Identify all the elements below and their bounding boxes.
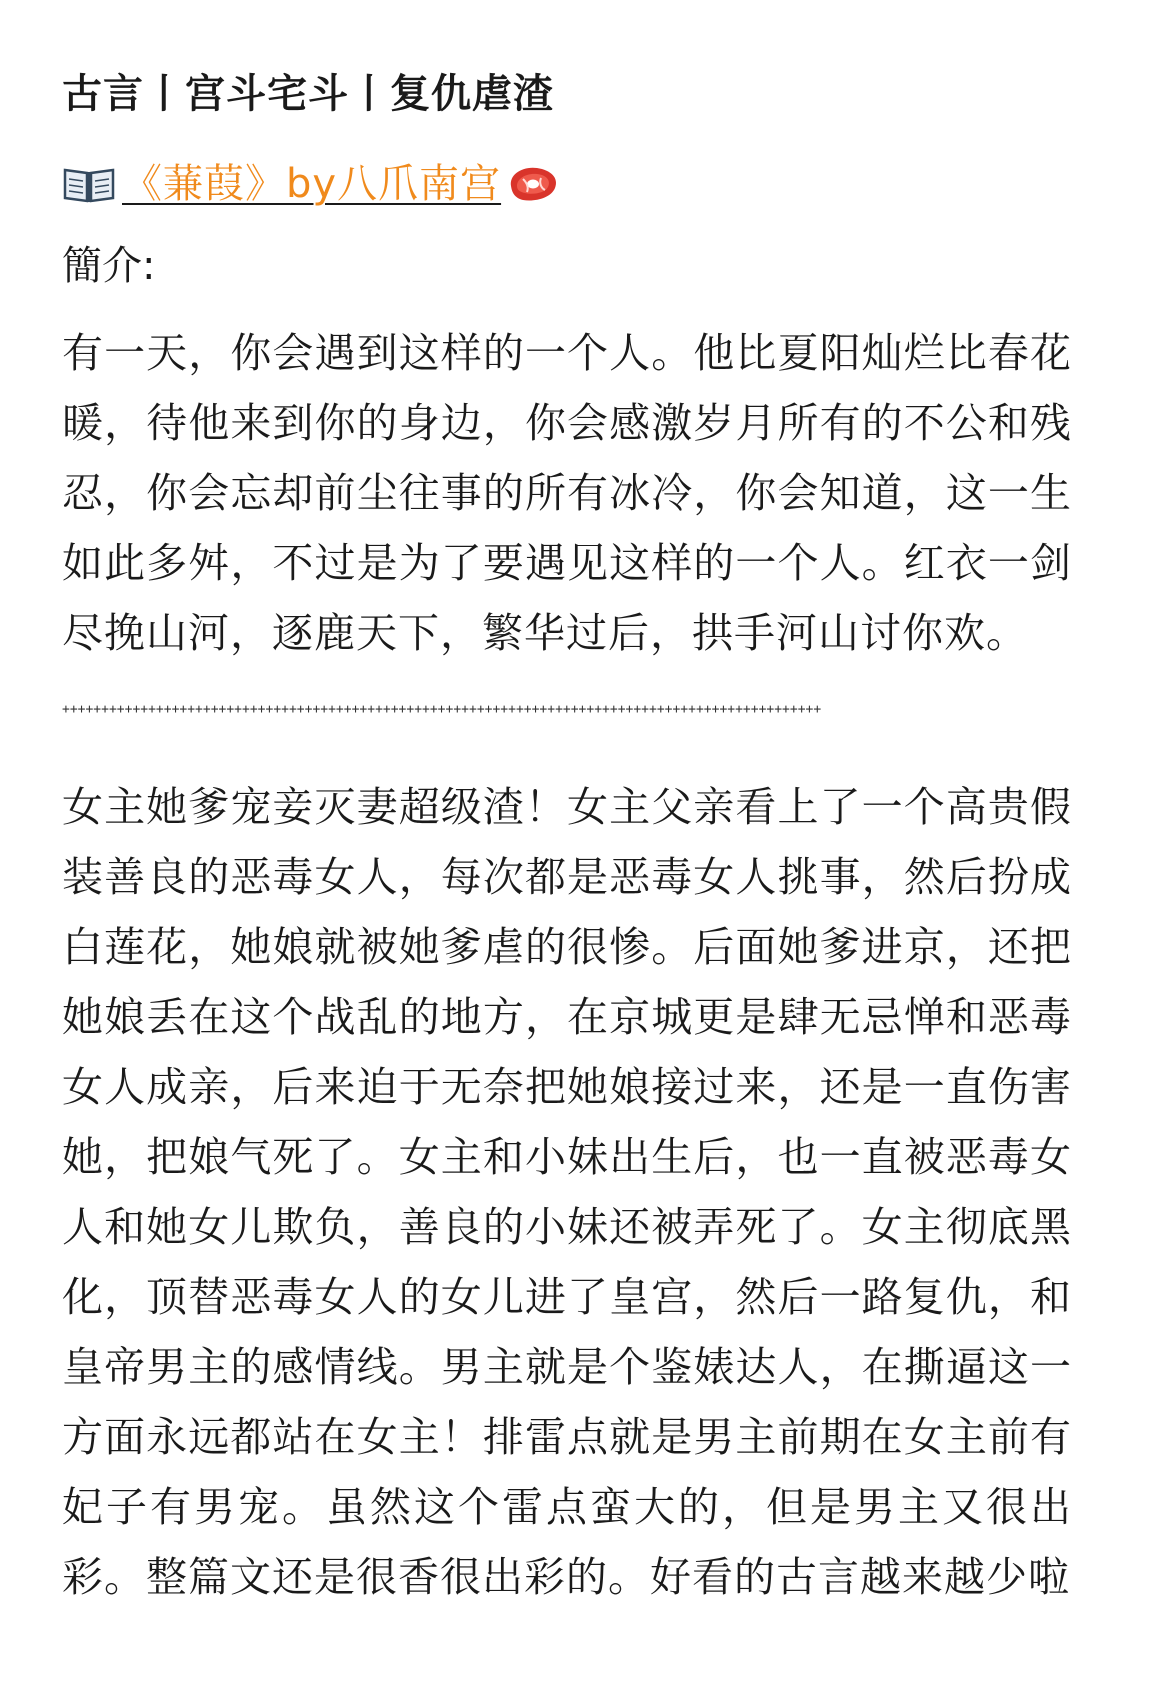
review-paragraph: 女主她爹宠妾灭妻超级渣！女主父亲看上了一个高贵假装善良的恶毒女人，每次都是恶毒女人挑事，然后扮成白莲花，她娘就被她爹虐的很惨。后面她爹进京，还把她娘丢在这个战乱的地方，在京城更是肆无忌惮和恶毒女人成亲，后来迫于无奈把她娘接过来，还是一直伤害她，把娘气死了。女主和小妹出生后，也一直被恶毒女人和她女儿欺负，善良的小妹还被弄死了。女主彻底黑化，顶替恶毒女人的女儿进了皇宫，然后一路复仇，和皇帝男主的感情线。男主就是个鉴婊达人，在撕逼这一方面永远都站在女主！排雷点就是男主前期在女主前有妃子有男宠。虽然这个雷点蛮大的，但是男主又很出彩。整篇文还是很香很出彩的。好看的古言越来越少啦 [62, 783, 1072, 1601]
summary-label: 簡介: [62, 243, 156, 289]
plus-divider: +++++++++++++++++++++++++++++++++++++++++++++++++++++++++++++++++++++++++++++++++++++++++++++++++ [62, 702, 822, 717]
book-title-link[interactable]: 《蒹葭》by八爪南宫 [122, 161, 502, 207]
open-book-icon [62, 164, 116, 204]
book-title-line [62, 156, 561, 212]
meat-steak-icon [505, 162, 561, 206]
summary-paragraph: 有一天，你会遇到这样的一个人。他比夏阳灿烂比春花暖，待他来到你的身边，你会感激岁月所有的不公和残忍，你会忘却前尘往事的所有冰冷，你会知道，这一生如此多舛，不过是为了要遇见这样的一个人。红衣一剑尽挽山河，逐鹿天下，繁华过后，拱手河山讨你欢。 [62, 329, 1072, 657]
genre-heading: 古言丨宫斗宅斗丨复仇虐渣 [62, 71, 554, 117]
